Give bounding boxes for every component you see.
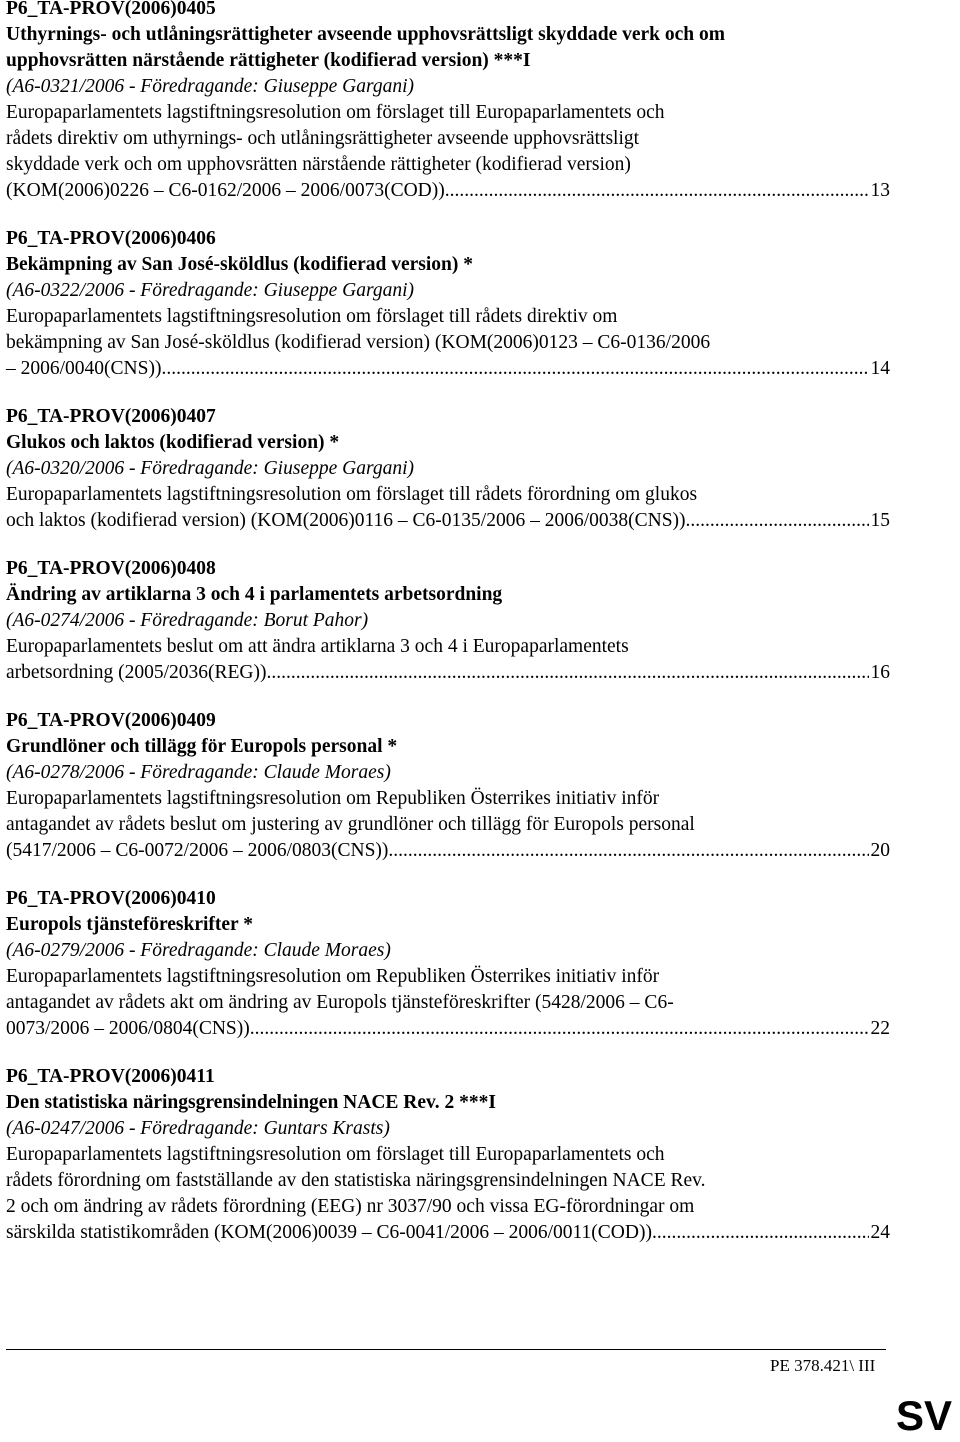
entry-code: P6_TA-PROV(2006)0406 (6, 228, 216, 249)
toc-entry-link[interactable] (6, 356, 890, 382)
entry-description: antagandet av rådets akt om ändring av Europols tjänsteföreskrifter (5428/2006 – C6- (6, 992, 674, 1013)
toc-entry-link[interactable] (6, 508, 890, 534)
dot-leader (652, 1220, 869, 1246)
entry-title: Bekämpning av San José-sköldlus (kodifierad version) * (6, 254, 474, 275)
toc-entry-link[interactable] (6, 178, 890, 204)
entry-description: Europaparlamentets lagstiftningsresolution om förslaget till Europaparlamentets och (6, 102, 665, 123)
entry-title: Grundlöner och tillägg för Europols personal * (6, 736, 398, 757)
entry-reference: – 2006/0040(CNS)) (6, 358, 162, 379)
entry-description: Europaparlamentets lagstiftningsresolution om förslaget till rådets förordning om glukos (6, 484, 698, 505)
entry-rapporteur: (A6-0274/2006 - Föredragande: Borut Pahor) (6, 610, 369, 631)
entry-title: Den statistiska näringsgrensindelningen NACE Rev. 2 ***I (6, 1092, 496, 1113)
entry-description: rådets direktiv om uthyrnings- och utlåningsrättigheter avseende upphovsrättsligt (6, 128, 640, 149)
entry-description: skyddade verk och om upphovsrätten närstående rättigheter (kodifierad version) (6, 154, 631, 175)
entry-rapporteur: (A6-0321/2006 - Föredragande: Giuseppe Gargani) (6, 76, 414, 97)
entry-description: antagandet av rådets beslut om justering av grundlöner och tillägg för Europols personal (6, 814, 695, 835)
document-reference: PE 378.421\ III (770, 1356, 876, 1375)
entry-title: upphovsrätten närstående rättigheter (kodifierad version) ***I (6, 50, 531, 71)
entry-description: 2 och om ändring av rådets förordning (EEG) nr 3037/90 och vissa EG-förordningar om (6, 1196, 695, 1217)
entry-code: P6_TA-PROV(2006)0410 (6, 888, 216, 909)
toc-entry-link[interactable] (6, 1220, 890, 1246)
entry-rapporteur: (A6-0322/2006 - Föredragande: Giuseppe Gargani) (6, 280, 414, 301)
entry-title: Glukos och laktos (kodifierad version) * (6, 432, 340, 453)
page-number: 24 (870, 1222, 890, 1243)
dot-leader (250, 1016, 869, 1042)
entry-title: Europols tjänsteföreskrifter * (6, 914, 253, 935)
toc-entry-link[interactable] (6, 1016, 890, 1042)
page-number: 22 (870, 1018, 890, 1039)
page-number: 16 (870, 662, 890, 683)
entry-description: Europaparlamentets lagstiftningsresolution om Republiken Österrikes initiativ inför (6, 788, 660, 809)
entry-reference: och laktos (kodifierad version) (KOM(2006)0116 – C6-0135/2006 – 2006/0038(CNS)) (6, 510, 686, 531)
entry-reference: (5417/2006 – C6-0072/2006 – 2006/0803(CNS)) (6, 840, 389, 861)
entry-code: P6_TA-PROV(2006)0405 (6, 0, 216, 19)
entry-reference: (KOM(2006)0226 – C6-0162/2006 – 2006/0073(COD)) (6, 180, 445, 201)
entry-rapporteur: (A6-0279/2006 - Föredragande: Claude Moraes) (6, 940, 391, 961)
entry-code: P6_TA-PROV(2006)0407 (6, 406, 216, 427)
dot-leader (267, 660, 869, 686)
dot-leader (388, 838, 868, 864)
page-number: 14 (870, 358, 890, 379)
toc-entry-link[interactable] (6, 838, 890, 864)
dot-leader (445, 178, 869, 204)
entry-description: rådets förordning om fastställande av den statistiska näringsgrensindelningen NACE Rev. (6, 1170, 706, 1191)
entry-code: P6_TA-PROV(2006)0408 (6, 558, 216, 579)
entry-title: Uthyrnings- och utlåningsrättigheter avseende upphovsrättsligt skyddade verk och om (6, 24, 726, 45)
entry-reference: arbetsordning (2005/2036(REG)) (6, 662, 267, 683)
language-code: SV (896, 1392, 953, 1439)
entry-title: Ändring av artiklarna 3 och 4 i parlamentets arbetsordning (6, 584, 503, 605)
entry-description: Europaparlamentets lagstiftningsresolution om förslaget till Europaparlamentets och (6, 1144, 665, 1165)
entry-rapporteur: (A6-0320/2006 - Föredragande: Giuseppe Gargani) (6, 458, 414, 479)
entry-description: bekämpning av San José-sköldlus (kodifierad version) (KOM(2006)0123 – C6-0136/2006 (6, 332, 711, 353)
entry-description: Europaparlamentets beslut om att ändra artiklarna 3 och 4 i Europaparlamentets (6, 636, 629, 657)
footer-rule (6, 1349, 886, 1350)
entry-description: Europaparlamentets lagstiftningsresolution om Republiken Österrikes initiativ inför (6, 966, 660, 987)
page-number: 15 (870, 510, 890, 531)
entry-description: Europaparlamentets lagstiftningsresolution om förslaget till rådets direktiv om (6, 306, 618, 327)
entry-rapporteur: (A6-0247/2006 - Föredragande: Guntars Krasts) (6, 1118, 390, 1139)
entry-rapporteur: (A6-0278/2006 - Föredragande: Claude Moraes) (6, 762, 391, 783)
entry-code: P6_TA-PROV(2006)0411 (6, 1066, 215, 1087)
page-number: 13 (870, 180, 890, 201)
entry-reference: särskilda statistikområden (KOM(2006)0039 – C6-0041/2006 – 2006/0011(COD)) (6, 1222, 652, 1243)
dot-leader (161, 356, 868, 382)
dot-leader (686, 508, 869, 534)
entry-reference: 0073/2006 – 2006/0804(CNS)) (6, 1018, 250, 1039)
page-number: 20 (870, 840, 890, 861)
entry-code: P6_TA-PROV(2006)0409 (6, 710, 216, 731)
toc-entry-link[interactable] (6, 660, 890, 686)
